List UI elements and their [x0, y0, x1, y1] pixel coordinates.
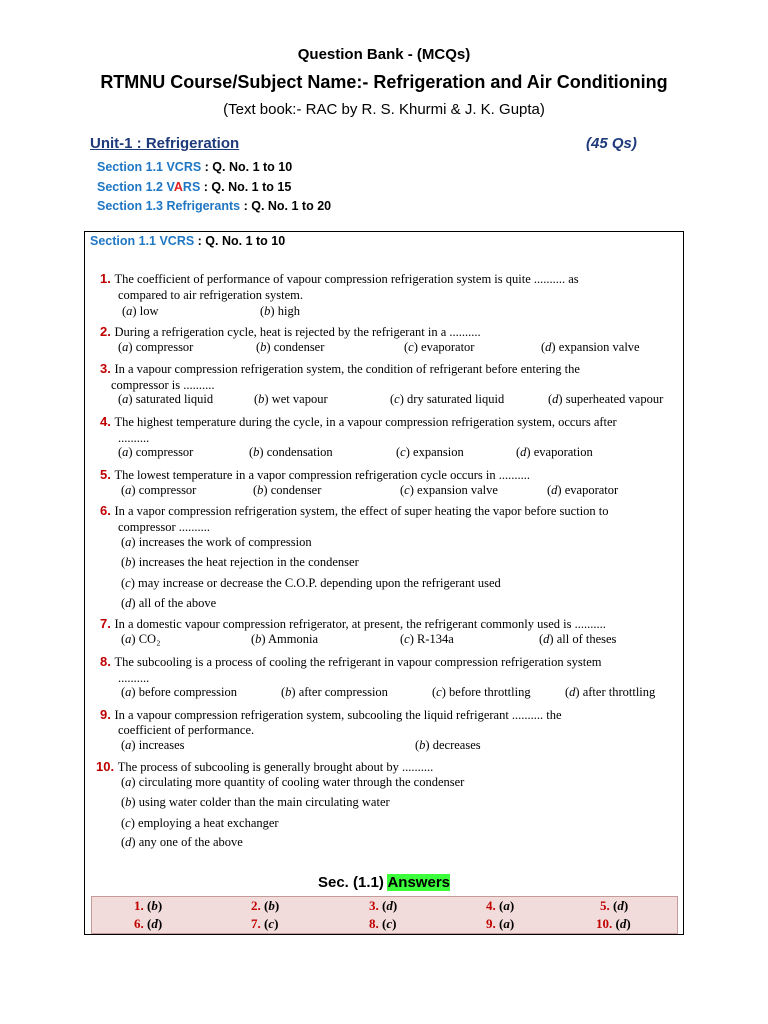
option-text: R-134a	[417, 632, 454, 646]
question-line	[100, 360, 580, 378]
section-line	[97, 180, 291, 194]
option-text: circulating more quantity of cooling water through the condenser	[138, 775, 465, 789]
option	[281, 685, 388, 700]
answer-item	[369, 898, 397, 914]
option-letter: (c)	[404, 340, 422, 354]
option-text: high	[277, 304, 300, 318]
option-letter: (a)	[121, 535, 139, 549]
answer-item	[486, 916, 514, 932]
option	[121, 632, 160, 647]
option	[121, 835, 243, 850]
section-range: : Q. No. 1 to 20	[240, 199, 332, 213]
question-line-continued: compressor is ..........	[111, 378, 215, 392]
box-section-name: Section 1.1 VCRS	[90, 234, 195, 248]
option-text: any one of the above	[138, 835, 243, 849]
option	[390, 392, 504, 407]
question-line-continued: coefficient of performance.	[118, 723, 255, 737]
question-line	[96, 758, 433, 776]
option-letter: (c)	[432, 685, 450, 699]
section-name-end: RS	[182, 180, 201, 194]
question-text: The highest temperature during the cycle, in a vapour compression refrigeration system, occurs after	[114, 415, 617, 429]
option-letter: (c)	[400, 632, 418, 646]
answer-letter: (b)	[147, 898, 163, 913]
option-letter: (a)	[122, 304, 140, 318]
option	[539, 632, 616, 647]
option	[121, 738, 185, 753]
textbook-line: (Text book:- RAC by R. S. Khurmi & J. K. Gupta)	[223, 101, 545, 118]
option	[121, 483, 196, 498]
option-text: Ammonia	[268, 632, 319, 646]
option	[260, 304, 300, 319]
question-number: 6.	[100, 503, 115, 518]
answer-number: 10.	[596, 916, 616, 931]
option	[121, 685, 237, 700]
option-letter: (b)	[281, 685, 299, 699]
question-number: 3.	[100, 361, 115, 376]
answer-number: 8.	[369, 916, 382, 931]
question-line-continued: ..........	[118, 671, 150, 685]
option-letter: (b)	[260, 304, 278, 318]
section-range: : Q. No. 1 to 15	[200, 180, 292, 194]
option-text: expansion valve	[558, 340, 640, 354]
answer-letter: (d)	[613, 898, 629, 913]
option-letter: (c)	[400, 483, 418, 497]
option	[253, 483, 321, 498]
question-text: The subcooling is a process of cooling the refrigerant in vapour compression refrigeration system	[114, 655, 602, 669]
answer-letter: (a)	[499, 898, 515, 913]
option-letter: (b)	[253, 483, 271, 497]
option-letter: (a)	[121, 775, 139, 789]
section-line	[97, 199, 331, 213]
answers-heading	[0, 874, 768, 891]
answer-item	[596, 916, 631, 932]
question-text: The process of subcooling is generally brought about by ..........	[117, 760, 434, 774]
option-letter: (d)	[548, 392, 566, 406]
question-line	[100, 615, 606, 633]
option-letter: (c)	[121, 576, 139, 590]
question-line	[100, 270, 579, 288]
option-text: may increase or decrease the C.O.P. depending upon the refrigerant used	[138, 576, 501, 590]
option-text: all of the above	[138, 596, 217, 610]
question-number: 8.	[100, 654, 115, 669]
option-letter: (a)	[121, 483, 139, 497]
question-number: 4.	[100, 414, 115, 429]
answer-letter: (d)	[147, 916, 163, 931]
question-text: During a refrigeration cycle, heat is rejected by the refrigerant in a ..........	[114, 325, 481, 339]
option-text: superheated vapour	[565, 392, 664, 406]
option	[541, 340, 640, 355]
answer-letter: (c)	[264, 916, 279, 931]
option	[254, 392, 328, 407]
answers-heading-text: Sec. (1.1)	[317, 874, 388, 891]
answer-item	[251, 916, 278, 932]
option	[121, 795, 390, 810]
option	[516, 445, 593, 460]
question-number: 9.	[100, 707, 115, 722]
option-text: compressor	[138, 483, 197, 497]
question-number: 10.	[96, 759, 118, 774]
option-text: evaporator	[421, 340, 475, 354]
answer-item	[251, 898, 279, 914]
unit-title: Unit-1 : Refrigeration	[90, 135, 240, 152]
option-text: wet vapour	[271, 392, 328, 406]
answer-letter: (a)	[499, 916, 515, 931]
option-letter: (a)	[121, 738, 139, 752]
option-text: increases the work of compression	[138, 535, 312, 549]
answer-item	[600, 898, 628, 914]
option-letter: (c)	[396, 445, 414, 459]
section-name: Section 1.3 Refrigerants	[97, 199, 241, 213]
question-number: 7.	[100, 616, 115, 631]
question-text: In a domestic vapour compression refrigerator, at present, the refrigerant commonly used is ..........	[114, 617, 606, 631]
answer-item	[134, 916, 162, 932]
answer-item	[369, 916, 396, 932]
answer-number: 1.	[134, 898, 147, 913]
answer-number: 5.	[600, 898, 613, 913]
question-line	[100, 653, 601, 671]
doc-subtitle: Question Bank - (MCQs)	[297, 46, 471, 63]
option-letter: (a)	[118, 392, 136, 406]
option	[547, 483, 618, 498]
answer-number: 9.	[486, 916, 499, 931]
question-text: The coefficient of performance of vapour compression refrigeration system is quite .......... as	[114, 272, 579, 286]
option	[118, 392, 213, 407]
option	[121, 555, 359, 570]
option	[118, 445, 193, 460]
option-letter: (d)	[516, 445, 534, 459]
question-text: In a vapour compression refrigeration system, the condition of refrigerant before entering the	[114, 362, 580, 376]
box-title	[90, 234, 285, 248]
option-letter: (d)	[541, 340, 559, 354]
question-text: In a vapor compression refrigeration system, the effect of super heating the vapor before suction to	[114, 504, 609, 518]
answer-letter: (d)	[615, 916, 631, 931]
option-letter: (b)	[256, 340, 274, 354]
option-text: after compression	[298, 685, 388, 699]
option-text: all of theses	[556, 632, 617, 646]
answer-number: 6.	[134, 916, 147, 931]
answers-heading-highlight: Answers	[387, 874, 450, 891]
box-section-range: : Q. No. 1 to 10	[194, 234, 286, 248]
option-letter: (c)	[121, 816, 139, 830]
option	[121, 576, 501, 591]
answer-letter: (b)	[264, 898, 280, 913]
option-letter: (b)	[121, 555, 139, 569]
option-text: CO₂	[138, 632, 161, 646]
option-text: dry saturated liquid	[407, 392, 505, 406]
option-letter: (b)	[121, 795, 139, 809]
answer-letter: (c)	[382, 916, 397, 931]
option-text: after throttling	[582, 685, 656, 699]
question-line-continued: compared to air refrigeration system.	[118, 288, 303, 302]
option-text: using water colder than the main circulating water	[138, 795, 390, 809]
option-text: condensation	[266, 445, 333, 459]
option	[404, 340, 474, 355]
answer-number: 4.	[486, 898, 499, 913]
option	[121, 816, 279, 831]
option-text: before throttling	[449, 685, 531, 699]
option	[256, 340, 324, 355]
option-letter: (b)	[251, 632, 269, 646]
option-text: increases	[138, 738, 185, 752]
question-line	[100, 502, 609, 520]
option	[249, 445, 333, 460]
question-number: 5.	[100, 467, 115, 482]
option	[121, 535, 312, 550]
section-name-red: A	[173, 180, 183, 194]
option-letter: (b)	[254, 392, 272, 406]
option-letter: (b)	[249, 445, 267, 459]
option	[251, 632, 318, 647]
option	[432, 685, 531, 700]
option	[565, 685, 655, 700]
answer-number: 3.	[369, 898, 382, 913]
option	[400, 632, 454, 647]
section-range: : Q. No. 1 to 10	[201, 160, 293, 174]
option-text: increases the heat rejection in the condenser	[138, 555, 359, 569]
option-text: compressor	[135, 340, 194, 354]
section-line	[97, 160, 292, 174]
option-text: condenser	[273, 340, 325, 354]
option-letter: (a)	[121, 685, 139, 699]
option-letter: (d)	[539, 632, 557, 646]
section-name: Section 1.1 VCRS	[97, 160, 202, 174]
answer-number: 7.	[251, 916, 264, 931]
option	[396, 445, 464, 460]
option-text: saturated liquid	[135, 392, 214, 406]
option-text: compressor	[135, 445, 194, 459]
option-text: expansion valve	[417, 483, 498, 497]
option	[118, 340, 193, 355]
question-text: In a vapour compression refrigeration system, subcooling the liquid refrigerant .......... the	[114, 708, 562, 722]
option-letter: (a)	[118, 340, 136, 354]
option-text: before compression	[138, 685, 237, 699]
option-letter: (a)	[118, 445, 136, 459]
question-number: 2.	[100, 324, 115, 339]
option	[122, 304, 158, 319]
option-text: condenser	[270, 483, 322, 497]
option-letter: (d)	[547, 483, 565, 497]
question-number: 1.	[100, 271, 115, 286]
option-letter: (a)	[121, 632, 139, 646]
option	[121, 596, 216, 611]
option-text: low	[139, 304, 159, 318]
option-text: evaporation	[533, 445, 593, 459]
option	[548, 392, 663, 407]
question-line-continued: ..........	[118, 431, 150, 445]
option-letter: (b)	[415, 738, 433, 752]
option-text: expansion	[413, 445, 464, 459]
answer-letter: (d)	[382, 898, 398, 913]
option-letter: (c)	[390, 392, 408, 406]
question-text: The lowest temperature in a vapor compression refrigeration cycle occurs in ..........	[114, 468, 530, 482]
answer-number: 2.	[251, 898, 264, 913]
question-line	[100, 323, 481, 341]
question-line	[100, 466, 530, 484]
question-line-continued: compressor ..........	[118, 520, 210, 534]
section-name: Section 1.2 V	[97, 180, 174, 194]
question-line	[100, 413, 617, 431]
option-text: employing a heat exchanger	[138, 816, 279, 830]
answer-item	[134, 898, 162, 914]
unit-question-count: (45 Qs)	[586, 135, 637, 152]
option-text: decreases	[432, 738, 481, 752]
option-letter: (d)	[121, 596, 139, 610]
option-letter: (d)	[121, 835, 139, 849]
option	[121, 775, 464, 790]
option-letter: (d)	[565, 685, 583, 699]
option	[400, 483, 498, 498]
answer-item	[486, 898, 514, 914]
option	[415, 738, 481, 753]
doc-title: RTMNU Course/Subject Name:- Refrigeration and Air Conditioning	[100, 72, 668, 92]
option-text: evaporator	[564, 483, 619, 497]
